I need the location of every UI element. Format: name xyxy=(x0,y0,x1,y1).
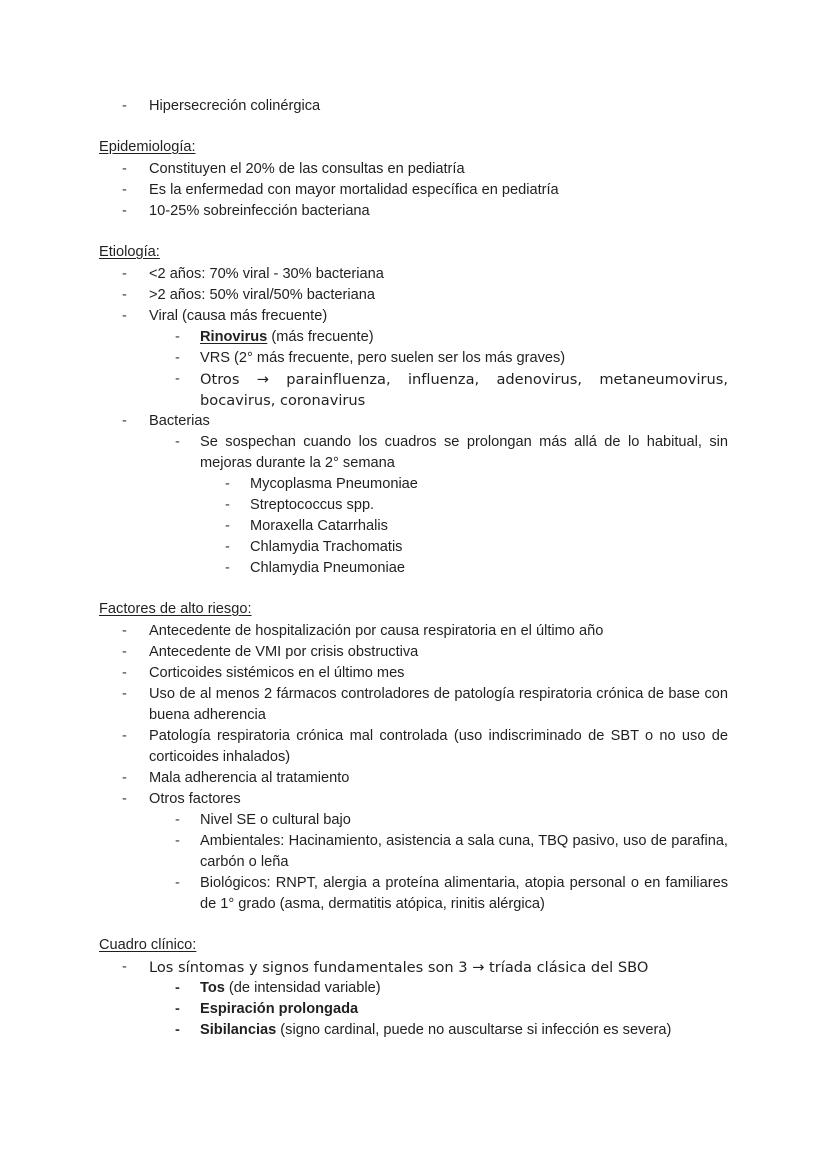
section-factores-alto-riesgo xyxy=(99,599,728,915)
list-item-text: Antecedente de hospitalización por causa respiratoria en el último año xyxy=(149,623,604,639)
bullet-dash: - xyxy=(122,413,127,429)
list-item-text: Moraxella Catarrhalis xyxy=(250,518,388,534)
list-item xyxy=(99,327,728,348)
list-item xyxy=(99,768,728,789)
section-heading xyxy=(99,242,728,263)
list-item-text: Patología respiratoria crónica mal controlada (uso indiscriminado de SBT o no uso de corticoides inhalados) xyxy=(149,728,728,765)
list-item xyxy=(99,180,728,201)
bullet-dash: - xyxy=(122,161,127,177)
list-item-lead: Sibilancias xyxy=(200,1022,277,1038)
list-item-lead: Rinovirus xyxy=(200,329,268,345)
bullet-dash: - xyxy=(175,329,180,345)
bullet-dash: - xyxy=(122,959,127,975)
bullet-dash: - xyxy=(175,1001,180,1017)
bullet-dash: - xyxy=(122,644,127,660)
bullet-dash: - xyxy=(175,434,180,450)
section-etiologia xyxy=(99,242,728,579)
list-item xyxy=(99,726,728,768)
list-item xyxy=(99,957,728,978)
list-item-rest: (de intensidad variable) xyxy=(224,980,381,996)
list-item xyxy=(99,642,728,663)
bullet-dash: - xyxy=(122,308,127,324)
bullet-dash: - xyxy=(225,539,230,555)
list-item xyxy=(99,96,728,117)
list-item-text: Streptococcus spp. xyxy=(250,497,375,513)
list-item xyxy=(99,831,728,873)
bullet-dash: - xyxy=(122,728,127,744)
bullet-dash: - xyxy=(225,476,230,492)
section-heading-text: Factores de alto riesgo: xyxy=(99,601,252,617)
list-item-text xyxy=(200,978,728,999)
section-heading xyxy=(99,935,728,956)
list-item-text: Ambientales: Hacinamiento, asistencia a sala cuna, TBQ pasivo, uso de parafina, carbón o leña xyxy=(200,833,728,870)
list-item-text: Mycoplasma Pneumoniae xyxy=(250,476,418,492)
bullet-dash: - xyxy=(175,371,180,387)
list-item-text: Biológicos: RNPT, alergia a proteína alimentaria, atopia personal o en familiares de 1° grado (asma, dermatitis atópica, rinitis alérgica) xyxy=(200,875,728,912)
list-item xyxy=(99,264,728,285)
list-item-rest: (más frecuente) xyxy=(267,329,374,345)
bullet-dash: - xyxy=(122,98,127,114)
list-item-text: Nivel SE o cultural bajo xyxy=(200,812,351,828)
bullet-dash: - xyxy=(122,203,127,219)
list-item-text xyxy=(200,1020,728,1041)
bullet-dash: - xyxy=(175,980,180,996)
list-item-lead: Tos xyxy=(200,980,225,996)
list-item xyxy=(99,474,728,495)
section-heading xyxy=(99,599,728,620)
list-item-text: Los síntomas y signos fundamentales son 3 → tríada clásica del SBO xyxy=(149,959,649,976)
bullet-dash: - xyxy=(122,266,127,282)
list-item-text: Chlamydia Trachomatis xyxy=(250,539,403,555)
bullet-dash: - xyxy=(175,1022,180,1038)
list-item xyxy=(99,789,728,810)
document-content xyxy=(99,96,728,1041)
list-item xyxy=(99,810,728,831)
list-item xyxy=(99,621,728,642)
list-item-text: 10-25% sobreinfección bacteriana xyxy=(149,203,370,219)
list-item-text: Hipersecreción colinérgica xyxy=(149,98,321,114)
list-item-text: >2 años: 50% viral/50% bacteriana xyxy=(149,287,375,303)
bullet-dash: - xyxy=(122,287,127,303)
section-epidemiologia xyxy=(99,137,728,222)
list-item xyxy=(99,411,728,432)
list-item-lead: Espiración prolongada xyxy=(200,1001,359,1017)
bullet-dash: - xyxy=(225,560,230,576)
list-item-text: Constituyen el 20% de las consultas en pediatría xyxy=(149,161,465,177)
section-heading-text: Epidemiología: xyxy=(99,139,196,155)
bullet-dash: - xyxy=(122,182,127,198)
bullet-dash: - xyxy=(122,791,127,807)
list-item xyxy=(99,558,728,579)
list-item xyxy=(99,369,728,411)
section-heading xyxy=(99,137,728,158)
list-item xyxy=(99,999,728,1020)
list-item xyxy=(99,663,728,684)
list-item xyxy=(99,495,728,516)
bullet-dash: - xyxy=(122,686,127,702)
list-item-text: Otros factores xyxy=(149,791,241,807)
list-item-text: <2 años: 70% viral - 30% bacteriana xyxy=(149,266,384,282)
list-item xyxy=(99,285,728,306)
bullet-dash: - xyxy=(175,833,180,849)
list-item xyxy=(99,201,728,222)
list-item-text: Otros → parainfluenza, influenza, adenovirus, metaneumovirus, bocavirus, coronavirus xyxy=(200,371,728,409)
bullet-dash: - xyxy=(225,518,230,534)
list-item xyxy=(99,873,728,915)
list-item-text: Viral (causa más frecuente) xyxy=(149,308,328,324)
list-item xyxy=(99,348,728,369)
list-item-text: Mala adherencia al tratamiento xyxy=(149,770,350,786)
section-cuadro-clinico xyxy=(99,935,728,1041)
bullet-dash: - xyxy=(175,875,180,891)
list-item xyxy=(99,1020,728,1041)
list-item xyxy=(99,432,728,474)
list-item-text: Uso de al menos 2 fármacos controladores de patología respiratoria crónica de base con buena adherencia xyxy=(149,686,728,723)
list-item-text: VRS (2° más frecuente, pero suelen ser los más graves) xyxy=(200,350,566,366)
bullet-dash: - xyxy=(175,812,180,828)
list-item-text xyxy=(200,999,728,1020)
bullet-dash: - xyxy=(225,497,230,513)
list-item-text: Antecedente de VMI por crisis obstructiva xyxy=(149,644,419,660)
list-item xyxy=(99,684,728,726)
section-heading-text: Etiología: xyxy=(99,244,160,260)
list-item-text xyxy=(200,327,728,348)
list-item-text: Es la enfermedad con mayor mortalidad específica en pediatría xyxy=(149,182,559,198)
list-item xyxy=(99,978,728,999)
list-item xyxy=(99,537,728,558)
bullet-dash: - xyxy=(122,770,127,786)
bullet-dash: - xyxy=(122,665,127,681)
list-item-text: Corticoides sistémicos en el último mes xyxy=(149,665,405,681)
list-item xyxy=(99,159,728,180)
list-item xyxy=(99,516,728,537)
list-item-text: Bacterias xyxy=(149,413,210,429)
section-heading-text: Cuadro clínico: xyxy=(99,937,197,953)
list-item-text: Se sospechan cuando los cuadros se prolongan más allá de lo habitual, sin mejoras durante la 2° semana xyxy=(200,434,728,471)
bullet-dash: - xyxy=(122,623,127,639)
list-item-rest: (signo cardinal, puede no auscultarse si infección es severa) xyxy=(276,1022,672,1038)
list-item xyxy=(99,306,728,327)
orphan-bullet-section xyxy=(99,96,728,117)
list-item-text: Chlamydia Pneumoniae xyxy=(250,560,405,576)
bullet-dash: - xyxy=(175,350,180,366)
